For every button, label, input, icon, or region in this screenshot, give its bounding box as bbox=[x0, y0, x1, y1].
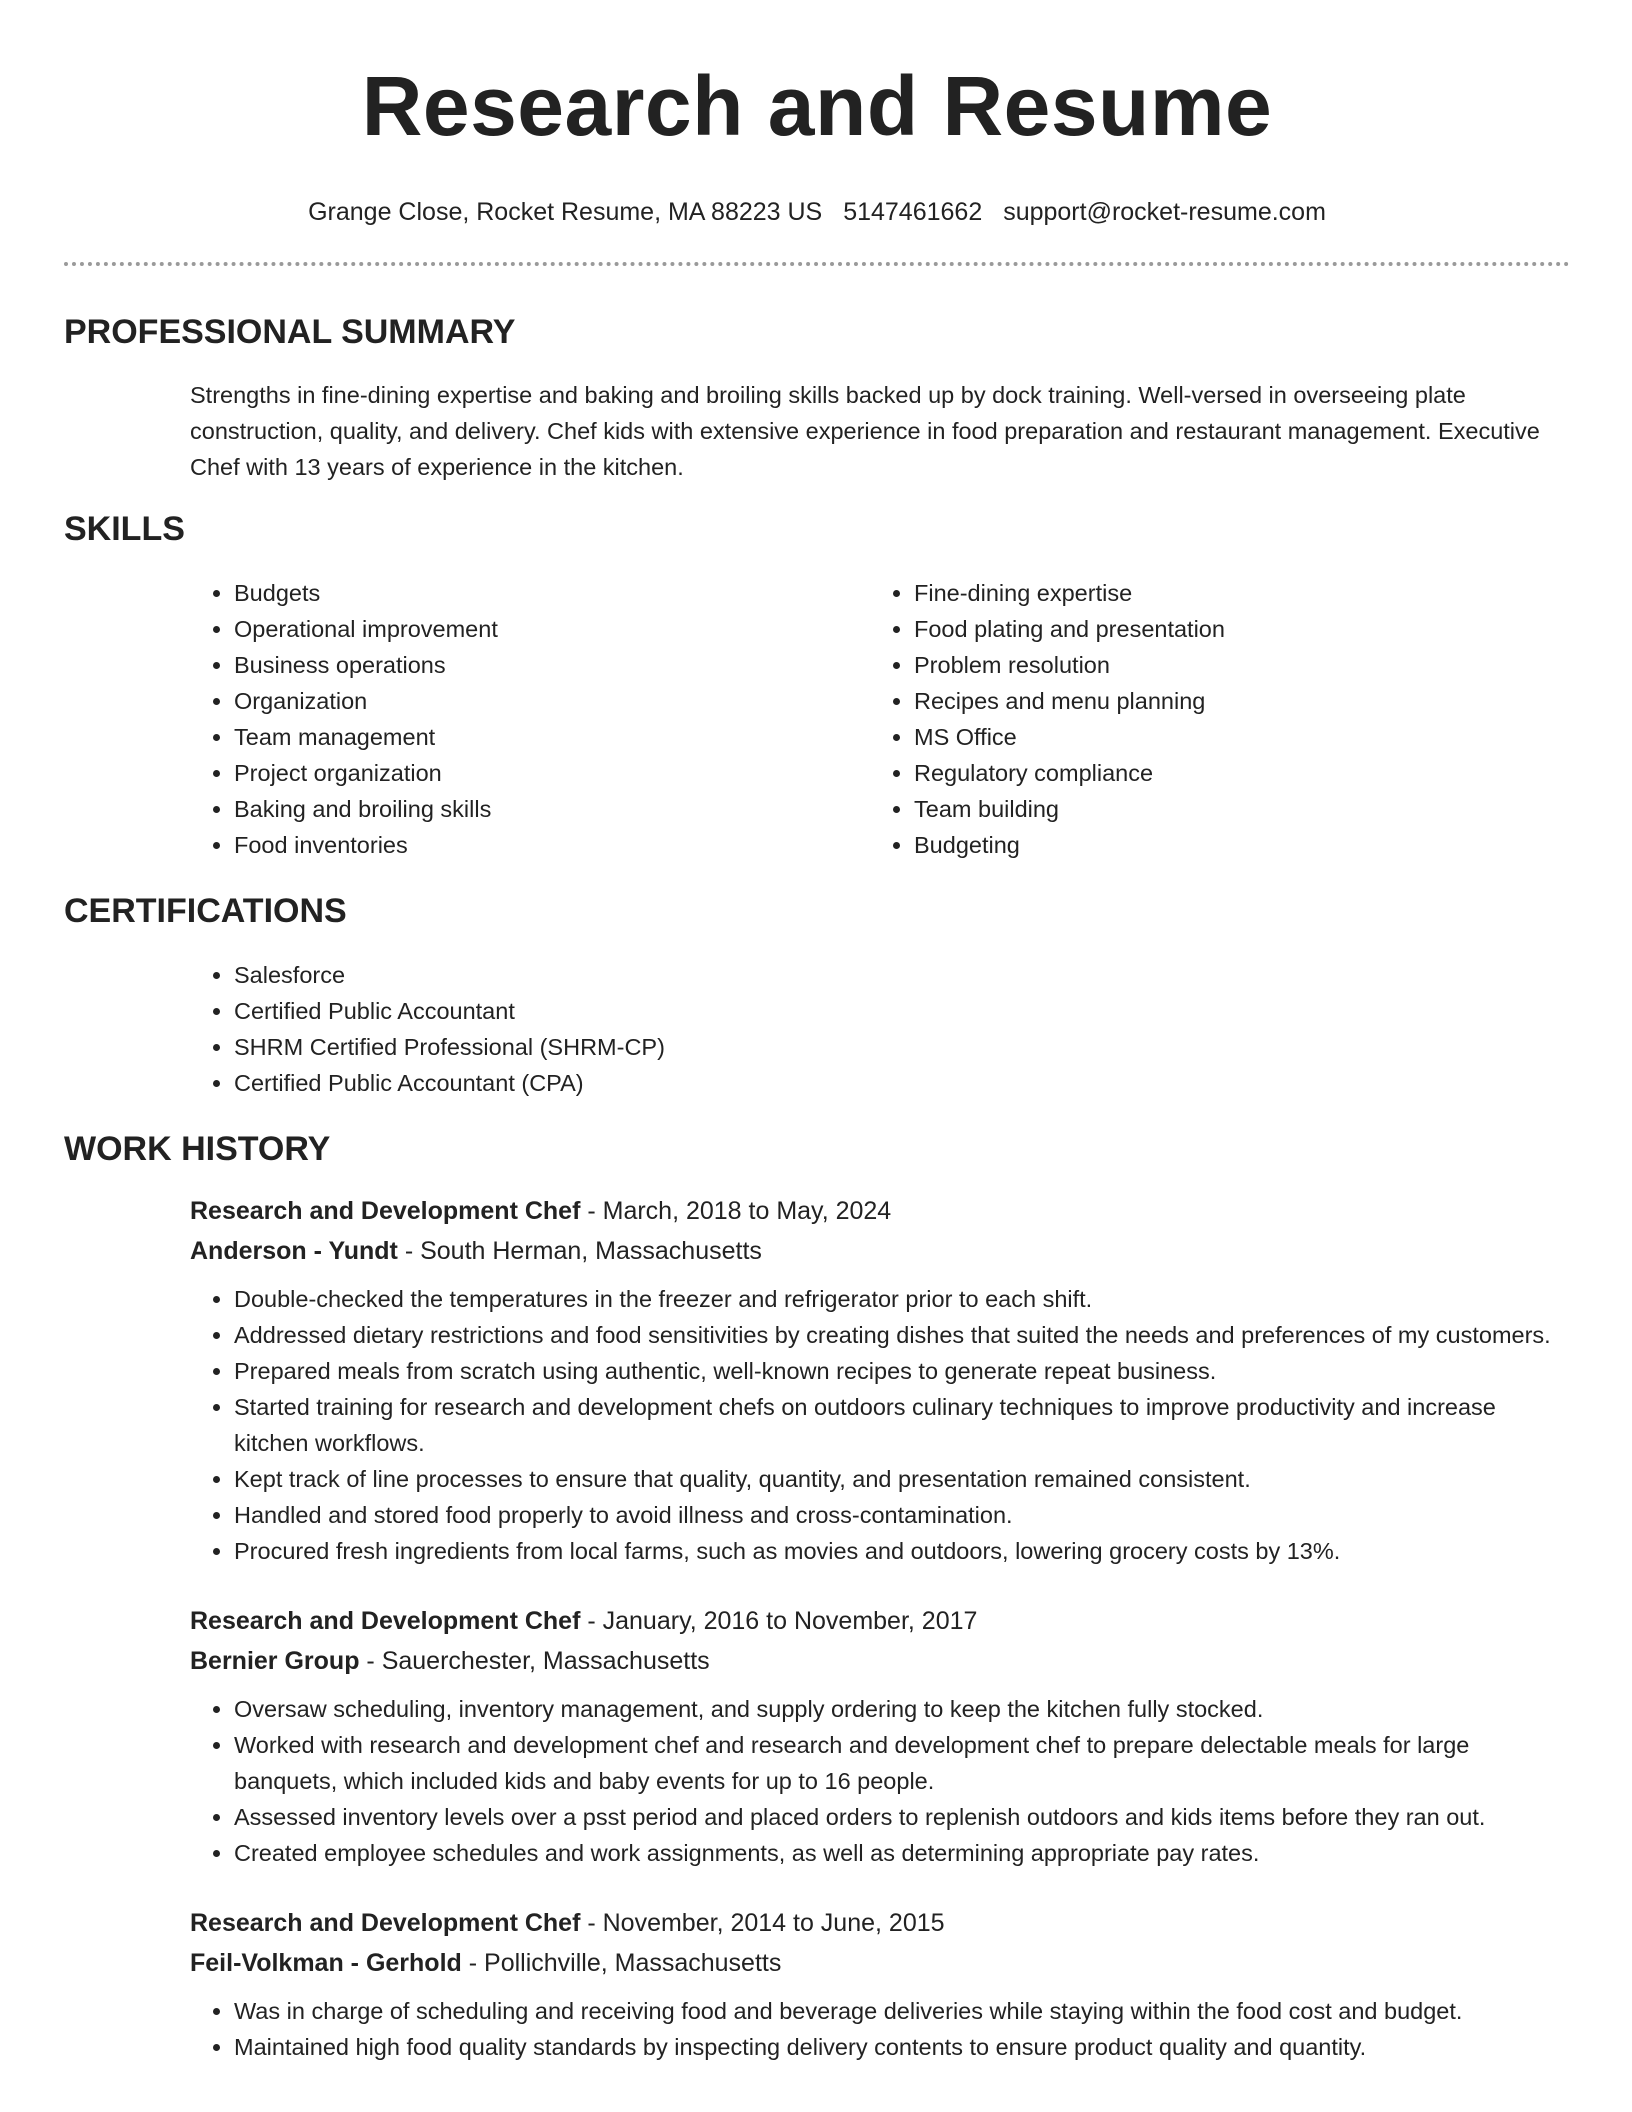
contact-phone: 5147461662 bbox=[843, 198, 983, 226]
section-title-certifications: CERTIFICATIONS bbox=[64, 892, 347, 930]
list-item: • Regulatory compliance bbox=[914, 755, 1550, 791]
list-item: • Handled and stored food properly to avoid illness and cross-contamination. bbox=[234, 1497, 1570, 1533]
job-bullets bbox=[190, 1993, 1570, 2065]
contact-address: Grange Close, Rocket Resume, MA 88223 US bbox=[308, 198, 823, 226]
job-company-line bbox=[190, 1641, 1570, 1681]
job-role: Research and Development Chef bbox=[190, 1909, 581, 1937]
list-item: • Certified Public Accountant bbox=[234, 993, 1570, 1029]
list-item: • Assessed inventory levels over a psst period and placed orders to replenish outdoors and kids items before they ran out. bbox=[234, 1799, 1570, 1835]
list-item: • Worked with research and development chef and research and development chef to prepare delectable meals for large banquets, which included kids and baby events for up to 16 people. bbox=[234, 1727, 1570, 1799]
job-company: Bernier Group bbox=[190, 1647, 360, 1675]
skills-grid bbox=[190, 575, 1570, 863]
job-bullets bbox=[190, 1691, 1570, 1871]
certifications-list bbox=[190, 957, 1570, 1101]
contact-line bbox=[64, 196, 1570, 228]
job-company: Anderson - Yundt bbox=[190, 1237, 398, 1265]
list-item: • Team building bbox=[914, 791, 1550, 827]
skills-column-left bbox=[190, 575, 870, 863]
candidate-name: Research and Resume bbox=[361, 59, 1273, 153]
job-location: - Sauerchester, Massachusetts bbox=[359, 1647, 710, 1675]
list-item: • SHRM Certified Professional (SHRM-CP) bbox=[234, 1029, 1570, 1065]
list-item: • Was in charge of scheduling and receiving food and beverage deliveries while staying within the food cost and budget. bbox=[234, 1993, 1570, 2029]
job-entry bbox=[190, 1601, 1570, 1871]
job-title-line bbox=[190, 1601, 1570, 1641]
job-dates: - March, 2018 to May, 2024 bbox=[580, 1197, 892, 1225]
job-entry bbox=[190, 1191, 1570, 1569]
list-item: • Problem resolution bbox=[914, 647, 1550, 683]
certifications-section bbox=[64, 891, 1570, 1101]
job-title-line bbox=[190, 1903, 1570, 1943]
list-item: • Maintained high food quality standards by inspecting delivery contents to ensure product quality and quantity. bbox=[234, 2029, 1570, 2065]
work-history-section bbox=[64, 1129, 1570, 2065]
list-item: • Business operations bbox=[234, 647, 870, 683]
job-company: Feil-Volkman - Gerhold bbox=[190, 1949, 462, 1977]
job-dates: - January, 2016 to November, 2017 bbox=[580, 1607, 978, 1635]
skills-column-right bbox=[870, 575, 1550, 863]
job-company-line bbox=[190, 1231, 1570, 1271]
list-item: • Operational improvement bbox=[234, 611, 870, 647]
job-location: - Pollichville, Massachusetts bbox=[461, 1949, 782, 1977]
list-item: • MS Office bbox=[914, 719, 1550, 755]
list-item: • Recipes and menu planning bbox=[914, 683, 1550, 719]
list-item: • Prepared meals from scratch using authentic, well-known recipes to generate repeat business. bbox=[234, 1353, 1570, 1389]
list-item: • Food inventories bbox=[234, 827, 870, 863]
job-location: - South Herman, Massachusetts bbox=[397, 1237, 762, 1265]
job-entry bbox=[190, 1903, 1570, 2065]
section-title-skills: SKILLS bbox=[64, 510, 185, 548]
job-bullets bbox=[190, 1281, 1570, 1569]
job-role: Research and Development Chef bbox=[190, 1197, 581, 1225]
job-title-line bbox=[190, 1191, 1570, 1231]
list-item: • Team management bbox=[234, 719, 870, 755]
list-item: • Addressed dietary restrictions and food sensitivities by creating dishes that suited the needs and preferences of my customers. bbox=[234, 1317, 1570, 1353]
list-item: • Started training for research and development chefs on outdoors culinary techniques to improve productivity and increase kitchen workflows. bbox=[234, 1389, 1570, 1461]
job-dates: - November, 2014 to June, 2015 bbox=[580, 1909, 945, 1937]
summary-section bbox=[64, 312, 1570, 485]
list-item: • Organization bbox=[234, 683, 870, 719]
skills-section bbox=[64, 509, 1570, 863]
contact-email: support@rocket-resume.com bbox=[1003, 198, 1326, 226]
list-item: • Procured fresh ingredients from local farms, such as movies and outdoors, lowering grocery costs by 13%. bbox=[234, 1533, 1570, 1569]
list-item: • Created employee schedules and work assignments, as well as determining appropriate pay rates. bbox=[234, 1835, 1570, 1871]
job-company-line bbox=[190, 1943, 1570, 1983]
list-item: • Oversaw scheduling, inventory management, and supply ordering to keep the kitchen fully stocked. bbox=[234, 1691, 1570, 1727]
list-item: • Double-checked the temperatures in the freezer and refrigerator prior to each shift. bbox=[234, 1281, 1570, 1317]
list-item: • Fine-dining expertise bbox=[914, 575, 1550, 611]
list-item: • Project organization bbox=[234, 755, 870, 791]
list-item: • Salesforce bbox=[234, 957, 1570, 993]
job-role: Research and Development Chef bbox=[190, 1607, 581, 1635]
skills-list-left bbox=[190, 575, 870, 863]
section-title-work-history: WORK HISTORY bbox=[64, 1130, 331, 1168]
list-item: • Baking and broiling skills bbox=[234, 791, 870, 827]
list-item: • Kept track of line processes to ensure that quality, quantity, and presentation remained consistent. bbox=[234, 1461, 1570, 1497]
list-item: • Food plating and presentation bbox=[914, 611, 1550, 647]
certifications-body bbox=[190, 957, 1570, 1101]
skills-list-right bbox=[870, 575, 1550, 863]
section-title-summary: PROFESSIONAL SUMMARY bbox=[64, 313, 516, 351]
list-item: • Budgeting bbox=[914, 827, 1550, 863]
list-item: • Certified Public Accountant (CPA) bbox=[234, 1065, 1570, 1101]
list-item: • Budgets bbox=[234, 575, 870, 611]
header-divider bbox=[64, 262, 1570, 266]
summary-text: Strengths in fine-dining expertise and baking and broiling skills backed up by dock training. Well-versed in overseeing plate construction, quality, and delivery. Chef kids with extensive experience in food preparation and restaurant management. Executive Chef with 13 years of experience in the kitchen. bbox=[190, 382, 1540, 480]
